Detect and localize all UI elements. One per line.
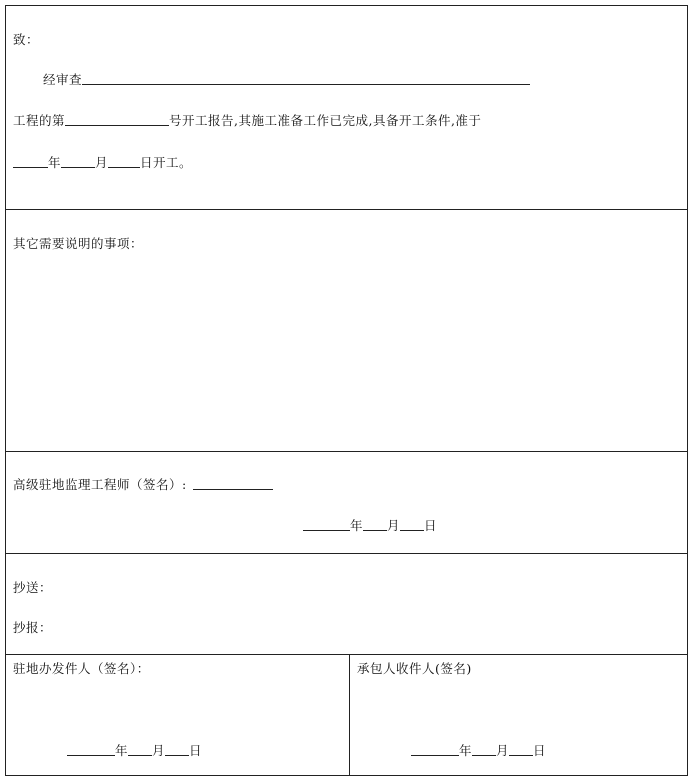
engineer-year-label: 年 bbox=[350, 518, 364, 533]
to-label: 致： bbox=[13, 32, 40, 47]
copy-to-label: 抄送： bbox=[13, 580, 53, 595]
sender-label: 驻地办发件人（签名）： bbox=[13, 661, 150, 676]
project-name-field[interactable] bbox=[82, 72, 530, 85]
start-date-line bbox=[13, 153, 192, 171]
start-month-label: 月 bbox=[95, 155, 109, 170]
sender-month-field[interactable] bbox=[128, 743, 152, 756]
report-to-label: 抄报： bbox=[13, 620, 53, 635]
sender-year-field[interactable] bbox=[67, 743, 115, 756]
receiver-day-label: 日 bbox=[533, 743, 547, 758]
report-suffix: 号开工报告,其施工准备工作已完成,具备开工条件,准于 bbox=[169, 113, 482, 128]
engineer-month-field[interactable] bbox=[363, 518, 387, 531]
start-month-field[interactable] bbox=[61, 155, 95, 168]
report-number-field[interactable] bbox=[65, 113, 169, 126]
sender-year-label: 年 bbox=[115, 743, 129, 758]
reviewed-label: 经审查 bbox=[43, 72, 83, 87]
receiver-label: 承包人收件人(签名) bbox=[357, 661, 472, 676]
engineer-signature-line bbox=[13, 475, 273, 493]
engineer-day-field[interactable] bbox=[400, 518, 424, 531]
sender-month-label: 月 bbox=[152, 743, 166, 758]
reviewed-line bbox=[43, 70, 530, 88]
sender-date-line bbox=[67, 741, 202, 759]
sender-day-label: 日 bbox=[189, 743, 203, 758]
receiver-day-field[interactable] bbox=[509, 743, 533, 756]
approval-form bbox=[5, 5, 688, 776]
divider-vertical bbox=[349, 655, 350, 775]
divider-1 bbox=[6, 209, 687, 210]
receiver-year-field[interactable] bbox=[411, 743, 459, 756]
report-prefix: 工程的第 bbox=[13, 113, 66, 128]
start-year-field[interactable] bbox=[13, 155, 48, 168]
receiver-month-label: 月 bbox=[496, 743, 510, 758]
engineer-signature-field[interactable] bbox=[193, 477, 273, 490]
engineer-day-label: 日 bbox=[424, 518, 438, 533]
start-day-label: 日开工。 bbox=[140, 155, 193, 170]
start-year-label: 年 bbox=[48, 155, 62, 170]
engineer-label: 高级驻地监理工程师（签名）: bbox=[13, 477, 187, 492]
engineer-month-label: 月 bbox=[387, 518, 401, 533]
start-day-field[interactable] bbox=[108, 155, 140, 168]
receiver-year-label: 年 bbox=[459, 743, 473, 758]
receiver-date-line bbox=[411, 741, 546, 759]
engineer-date-line bbox=[303, 516, 437, 534]
divider-2 bbox=[6, 451, 687, 452]
engineer-year-field[interactable] bbox=[303, 518, 350, 531]
report-line bbox=[13, 111, 481, 129]
divider-3 bbox=[6, 553, 687, 554]
receiver-month-field[interactable] bbox=[472, 743, 496, 756]
sender-day-field[interactable] bbox=[165, 743, 189, 756]
remarks-label: 其它需要说明的事项： bbox=[13, 236, 144, 251]
divider-4 bbox=[6, 654, 687, 655]
